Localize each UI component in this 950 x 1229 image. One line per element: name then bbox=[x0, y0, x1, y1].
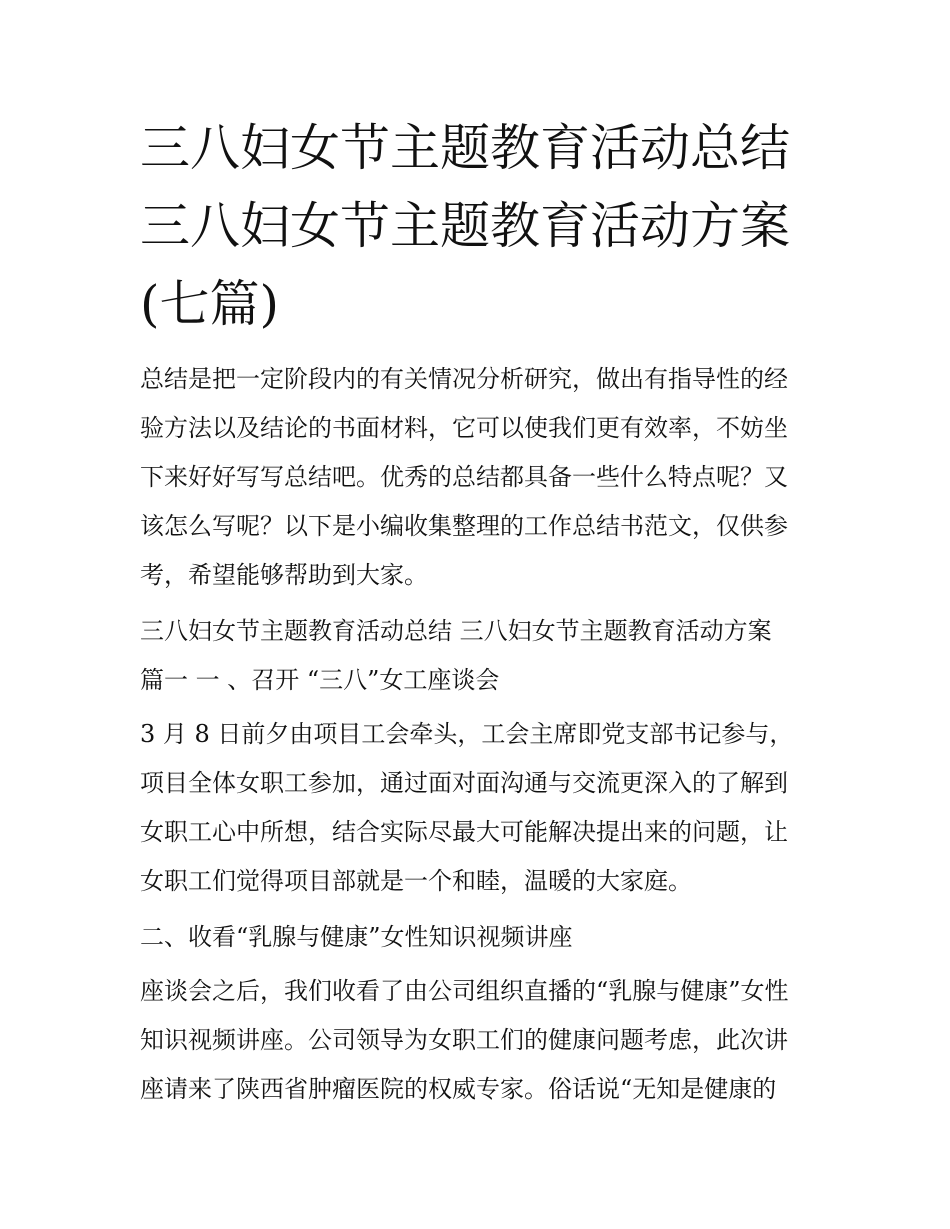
paragraph-1-line-3: 女职工心中所想，结合实际尽最大可能解决提出来的问题，让 bbox=[140, 818, 788, 846]
intro-line-4: 该怎么写呢？以下是小编收集整理的工作总结书范文，仅供参 bbox=[140, 512, 788, 540]
intro-line-1: 总结是把一定阶段内的有关情况分析研究，做出有指导性的经 bbox=[140, 365, 788, 393]
paragraph-2-line-3: 座请来了陕西省肿瘤医院的权威专家。俗话说“无知是健康的 bbox=[140, 1075, 777, 1103]
chapter-one-heading: 篇一 一 、召开 “三八”女工座谈会 bbox=[140, 666, 500, 694]
section-heading-line: 三八妇女节主题教育活动总结 三八妇女节主题教育活动方案 bbox=[140, 617, 772, 645]
intro-line-2: 验方法以及结论的书面材料，它可以使我们更有效率，不妨坐 bbox=[140, 414, 788, 442]
paragraph-1-line-4: 女职工们觉得项目部就是一个和睦，温暖的大家庭。 bbox=[140, 867, 692, 895]
title-line-3: (七篇) bbox=[140, 275, 280, 333]
paragraph-2-line-1: 座谈会之后，我们收看了由公司组织直播的“乳腺与健康”女性 bbox=[140, 977, 789, 1005]
paragraph-1-line-2: 项目全体女职工参加，通过面对面沟通与交流更深入的了解到 bbox=[140, 769, 788, 797]
intro-line-3: 下来好好写写总结吧。优秀的总结都具备一些什么特点呢？又 bbox=[140, 463, 788, 491]
paragraph-2-line-2: 知识视频讲座。公司领导为女职工们的健康问题考虑，此次讲 bbox=[140, 1026, 788, 1054]
title-line-2: 三八妇女节主题教育活动方案 bbox=[140, 197, 790, 255]
paragraph-1-line-1: 3 月 8 日前夕由项目工会牵头，工会主席即党支部书记参与， bbox=[140, 720, 794, 748]
subheading-2: 二、收看“乳腺与健康”女性知识视频讲座 bbox=[140, 923, 573, 951]
title-line-1: 三八妇女节主题教育活动总结 bbox=[140, 119, 790, 177]
intro-line-5: 考，希望能够帮助到大家。 bbox=[140, 561, 428, 589]
